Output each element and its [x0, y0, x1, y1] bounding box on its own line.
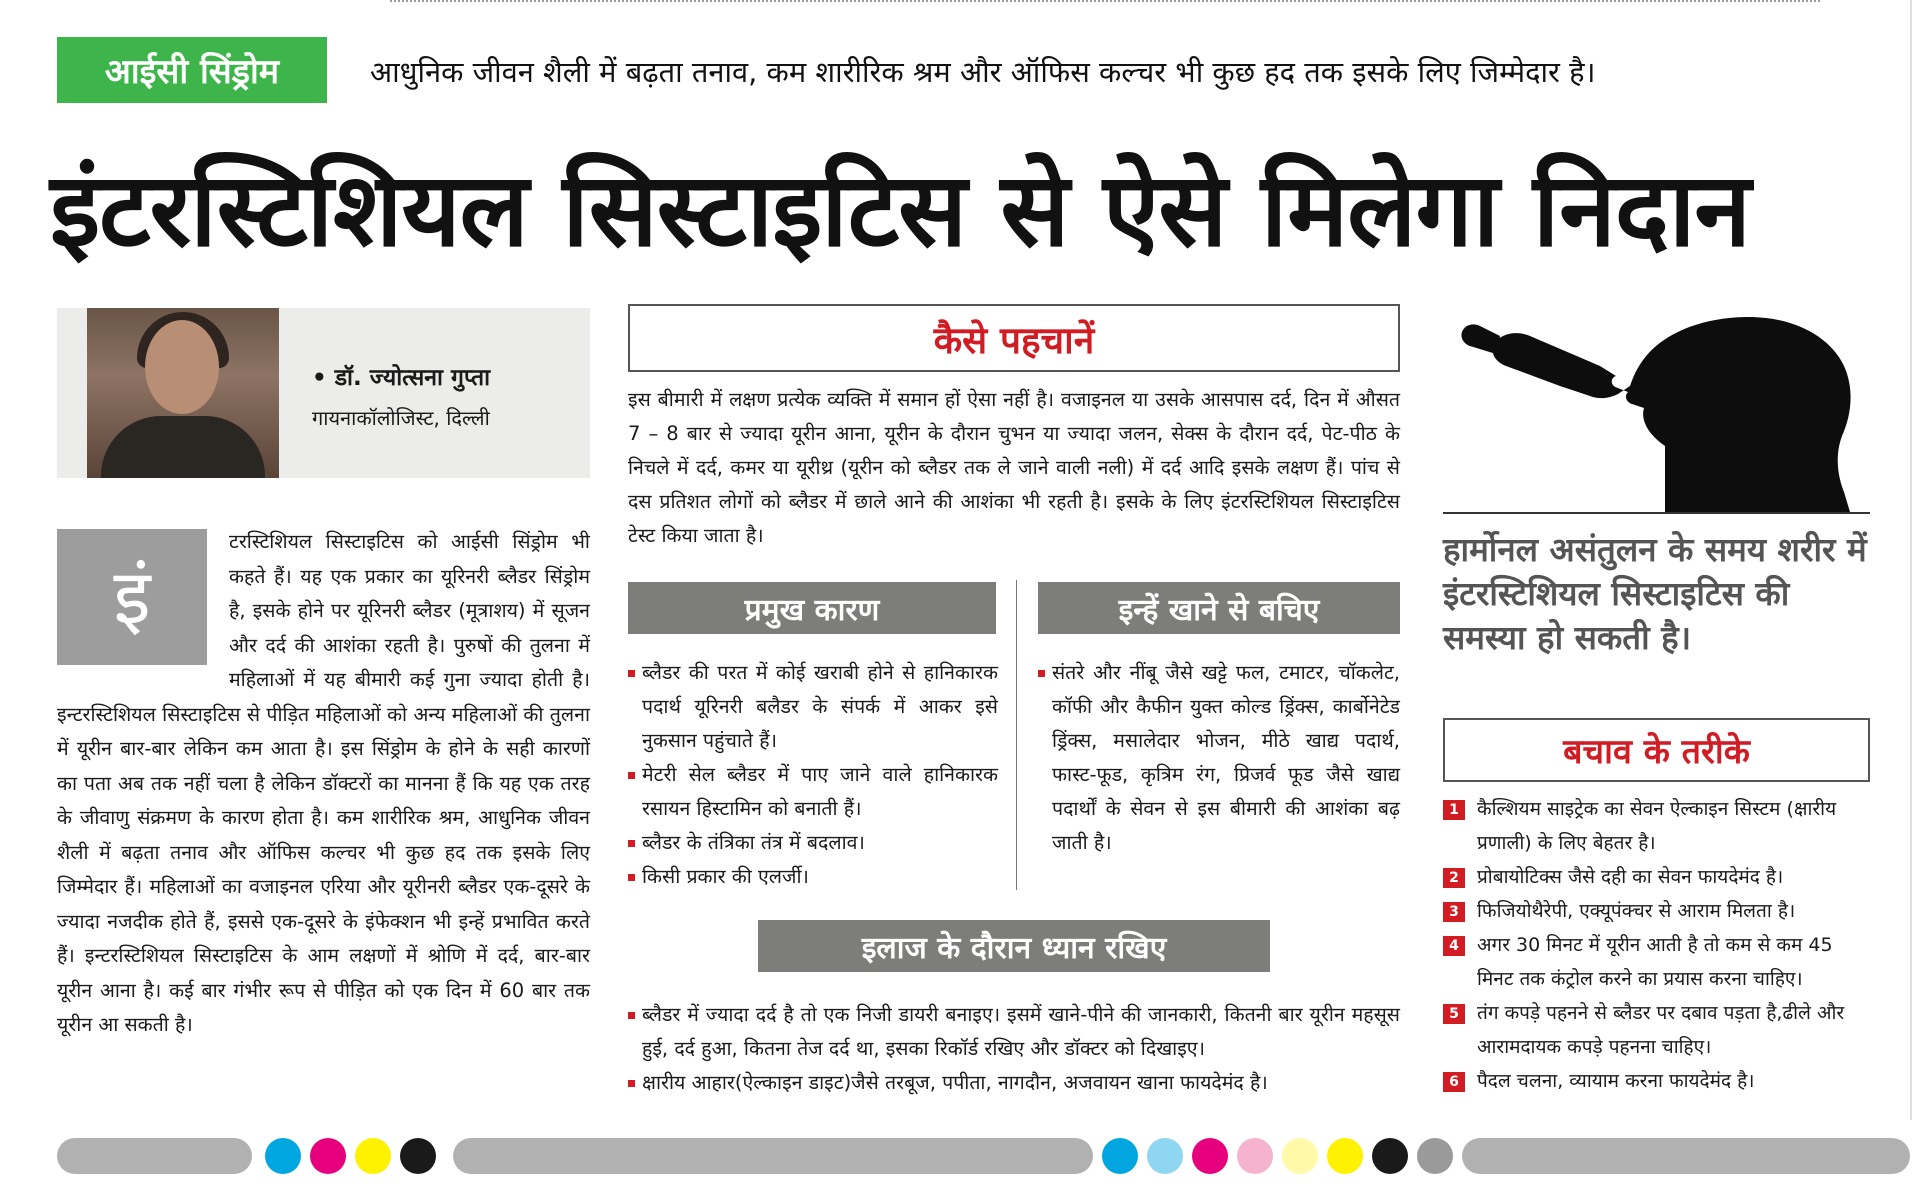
cyan-dot	[265, 1138, 301, 1174]
column-divider	[1016, 580, 1017, 890]
item-number-badge: 1	[1443, 800, 1465, 820]
list-item-text: फिजियोथैरेपी, एक्यूपंक्चर से आराम मिलता है।	[1477, 900, 1796, 922]
list-item	[1443, 996, 1870, 1064]
image-rule	[1443, 512, 1870, 514]
list-item	[1443, 1064, 1870, 1098]
list-item	[1443, 928, 1870, 996]
list-item: ब्लैडर के तंत्रिका तंत्र में बदलाव।	[628, 826, 998, 860]
list-item: मेटरी सेल ब्लैडर में पाए जाने वाले हानिकारक रसायन हिस्टामिन को बनाती हैं।	[628, 758, 998, 826]
list-item: क्षारीय आहार(ऐल्काइन डाइट)जैसे तरबूज, पपीता, नागदौन, अजवायन खाना फायदेमंद है।	[628, 1066, 1400, 1100]
yellow-dot	[355, 1138, 391, 1174]
deck-text: आधुनिक जीवन शैली में बढ़ता तनाव, कम शारीरिक श्रम और ऑफिस कल्चर भी कुछ हद तक इसके लिए जिम्मेदार है।	[370, 55, 1596, 89]
item-number-badge: 5	[1443, 1004, 1465, 1024]
list-item: संतरे और नींबू जैसे खट्टे फल, टमाटर, चॉकलेट, कॉफी और कैफीन युक्त कोल्ड ड्रिंक्स, कार्बोनेटेड ड्रिंक्स, मसालेदार भोजन, मीठे खाद्य पदार्थ, फास्ट-फूड, कृत्रिम रंग, प्रिजर्व फूड जैसे खाद्य पदार्थों के सेवन से इस बीमारी की आशंका बढ़ जाती है।	[1038, 656, 1400, 860]
author-box	[57, 308, 590, 478]
causes-title: प्रमुख कारण	[628, 582, 996, 634]
page-edge-rule	[1910, 0, 1912, 1120]
list-item-text: तंग कपड़े पहनने से ब्लैडर पर दबाव पड़ता है,ढीले और आरामदायक कपड़े पहनना चाहिए।	[1477, 1002, 1845, 1058]
light-magenta-dot	[1237, 1138, 1273, 1174]
prevention-list	[1443, 792, 1870, 1098]
top-dotted-rule	[390, 0, 1820, 3]
light-yellow-dot	[1282, 1138, 1318, 1174]
registration-segment	[1462, 1138, 1910, 1174]
identify-text: इस बीमारी में लक्षण प्रत्येक व्यक्ति में समान हों ऐसा नहीं है। वजाइनल या उसके आसपास दर्द, दिन में औसत 7 – 8 बार से ज्यादा यूरीन आना, यूरीन के दौरान चुभन या ज्यादा जलन, सेक्स के दौरान दर्द, पेट-पीठ के निचले में दर्द, कमर या यूरीथ्र (यूरीन को ब्लैडर तक ले जाने वाली नली) में दर्द आदि इसके लक्षण हैं। पांच से दस प्रतिशत लोगों को ब्लैडर में छाले आने की आशंका भी रहती है। इसके के लिए इंटरस्टिशियल सिस्टाइटिस टेस्ट किया जाता है।	[628, 388, 1400, 547]
list-item-text: कैल्शियम साइट्रेक का सेवन ऐल्काइन सिस्टम (क्षारीय प्रणाली) के लिए बेहतर है।	[1477, 798, 1837, 854]
black-dot	[1372, 1138, 1408, 1174]
drinking-silhouette-image	[1440, 296, 1870, 512]
section-tag: आईसी सिंड्रोम	[57, 37, 327, 103]
cyan-dot	[1102, 1138, 1138, 1174]
author-photo	[87, 308, 279, 478]
magenta-dot	[1192, 1138, 1228, 1174]
treatment-list	[628, 998, 1400, 1100]
main-body-text: टरस्टिशियल सिस्टाइटिस को आईसी सिंड्रोम भी कहते हैं। यह एक प्रकार का यूरिनरी ब्लैडर सिंड्रोम है, इसके होने पर यूरिनरी ब्लैडर (मूत्राशय) में सूजन और दर्द की आशंका रहती है। पुरुषों की तुलना में महिलाओं में यह बीमारी कई गुना ज्यादा होती है। इन्टरस्टिशियल सिस्टाइटिस से पीड़ित महिलाओं को अन्य महिलाओं की तुलना में यूरीन बार-बार लेकिन कम आता है। इस सिंड्रोम के होने के सही कारणों का पता अब तक नहीं चला है लेकिन डॉक्टरों का मानना हैं कि यह एक तरह के जीवाणु संक्रमण के कारण होता है। कम शारीरिक श्रम, आधुनिक जीवन शैली में बढ़ता तनाव और ऑफिस कल्चर भी कुछ हद तक इसके लिए जिम्मेदार हैं। महिलाओं का वजाइनल एरिया और यूरीनरी ब्लैडर एक-दूसरे के ज्यादा नजदीक होते हैं, इससे एक-दूसरे के इंफेक्शन भी इन्हें प्रभावित करते हैं। इन्टरस्टिशियल सिस्टाइटिस के आम लक्षणों में श्रोणि में दर्द, बार-बार यूरीन आना है। कई बार गंभीर रूप से पीड़ित को एक दिन में 60 बार तक यूरीन आ सकती है।	[57, 530, 590, 1036]
list-item-text: पैदल चलना, व्यायाम करना फायदेमंद है।	[1477, 1070, 1755, 1092]
print-registration-bar	[0, 1138, 1920, 1174]
black-dot	[400, 1138, 436, 1174]
registration-segment	[453, 1138, 1093, 1174]
list-item	[1443, 792, 1870, 860]
list-item	[1443, 860, 1870, 894]
author-name: • डॉ. ज्योत्सना गुप्ता	[312, 365, 491, 391]
item-number-badge: 6	[1443, 1072, 1465, 1092]
avoid-title: इन्हें खाने से बचिए	[1038, 582, 1400, 634]
gray-dot	[1417, 1138, 1453, 1174]
list-item-text: अगर 30 मिनट में यूरीन आती है तो कम से कम 45 मिनट तक कंट्रोल करने का प्रयास करना चाहिए।	[1477, 934, 1833, 990]
list-item	[1443, 894, 1870, 928]
prevention-title: बचाव के तरीके	[1443, 718, 1870, 782]
avoid-list	[1038, 656, 1400, 860]
treatment-title: इलाज के दौरान ध्यान रखिए	[758, 920, 1270, 972]
yellow-dot	[1327, 1138, 1363, 1174]
identify-title: कैसे पहचानें	[628, 304, 1400, 372]
pull-quote: हार्मोनल असंतुलन के समय शरीर में इंटरस्टिशियल सिस्टाइटिस की समस्या हो सकती है।	[1443, 530, 1867, 657]
main-article-body	[57, 525, 590, 1095]
item-number-badge: 3	[1443, 902, 1465, 922]
list-item: ब्लैडर की परत में कोई खराबी होने से हानिकारक पदार्थ यूरिनरी बलैडर के संपर्क में आकर इसे नुकसान पहुंचाते हैं।	[628, 656, 998, 758]
list-item: ब्लैडर में ज्यादा दर्द है तो एक निजी डायरी बनाइए। इसमें खाने-पीने की जानकारी, कितनी बार यूरीन महसूस हुई, दर्द हुआ, कितना तेज दर्द था, इसका रिकॉर्ड रखिए और डॉक्टर को दिखाइए।	[628, 998, 1400, 1066]
item-number-badge: 2	[1443, 868, 1465, 888]
magenta-dot	[310, 1138, 346, 1174]
registration-segment	[57, 1138, 252, 1174]
list-item: किसी प्रकार की एलर्जी।	[628, 860, 998, 894]
drop-cap: इं	[57, 529, 207, 665]
light-cyan-dot	[1147, 1138, 1183, 1174]
causes-list	[628, 656, 998, 894]
author-role: गायनाकॉलोजिस्ट, दिल्ली	[312, 406, 490, 430]
item-number-badge: 4	[1443, 936, 1465, 956]
list-item-text: प्रोबायोटिक्स जैसे दही का सेवन फायदेमंद है।	[1477, 866, 1784, 888]
headline: इंटरस्टिशियल सिस्टाइटिस से ऐसे मिलेगा निदान	[50, 150, 1751, 270]
